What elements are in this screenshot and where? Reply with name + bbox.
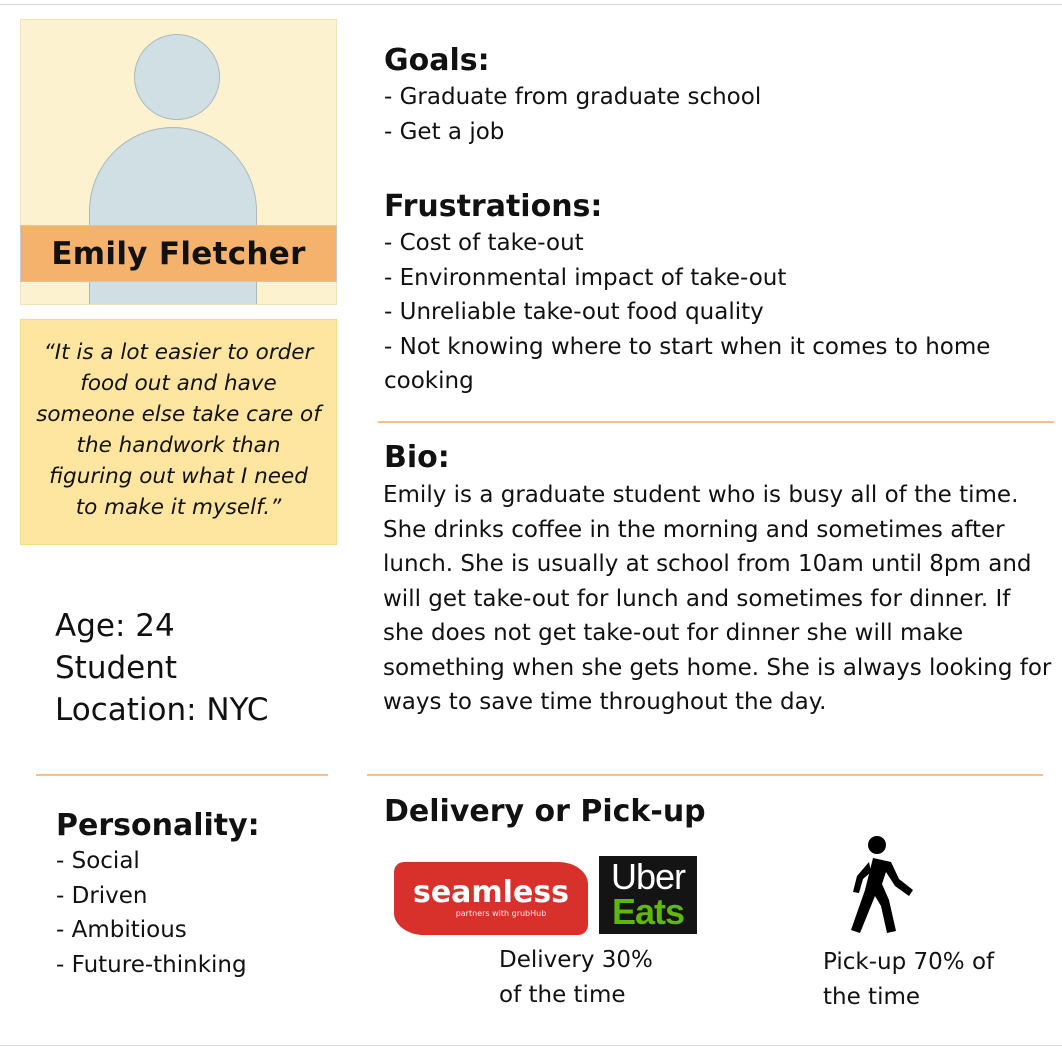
divider-right-bottom <box>367 774 1043 776</box>
frustrations-heading: Frustrations: <box>384 189 603 224</box>
goals-heading: Goals: <box>384 43 490 78</box>
bio-heading: Bio: <box>384 440 450 475</box>
uber-eats-logo <box>599 856 697 934</box>
persona-quote: “It is a lot easier to order food out and have someone else take care of the handwork than figuring out what I need to make it myself.” <box>36 340 321 520</box>
list-item: - Environmental impact of take-out <box>384 264 787 291</box>
divider-left <box>36 774 328 776</box>
list-item: - Driven <box>56 882 148 909</box>
walking-person-icon <box>851 834 921 936</box>
delivery-caption-line: of the time <box>499 982 626 1008</box>
goals-list <box>384 80 761 149</box>
list-item: - Graduate from graduate school <box>384 84 762 110</box>
persona-location: Location: NYC <box>55 692 269 728</box>
list-item: - Not knowing where to start when it comes to home cooking <box>384 333 991 394</box>
pickup-caption-line: Pick-up 70% of <box>823 949 995 975</box>
eats-logo-text: Eats <box>611 891 685 932</box>
seamless-logo <box>394 862 588 935</box>
pickup-caption <box>823 945 994 1015</box>
delivery-caption <box>499 943 653 1013</box>
delivery-heading: Delivery or Pick-up <box>384 794 706 829</box>
divider-right-top <box>378 421 1054 423</box>
seamless-logo-tagline: partners with grubHub <box>455 908 547 918</box>
quote-box <box>20 319 337 545</box>
list-item: - Ambitious <box>56 917 187 943</box>
personality-heading: Personality: <box>56 808 260 843</box>
list-item: - Get a job <box>384 118 505 145</box>
persona-name: Emily Fletcher <box>20 225 337 282</box>
frustrations-list <box>384 226 994 399</box>
list-item: - Future-thinking <box>56 951 247 978</box>
persona-stats <box>55 605 269 731</box>
list-item: - Cost of take-out <box>384 230 584 256</box>
bio-text: Emily is a graduate student who is busy all of the time. She drinks coffee in the morning and sometimes after lunch. She is usually at school from 10am until 8pm and will get take-out for lunch and sometimes for dinner. If she does not get take-out for dinner she will make something when she gets home. She is always looking for ways to save time throughout the day. <box>383 482 1052 715</box>
list-item: - Social <box>56 848 140 874</box>
pickup-caption-line: the time <box>823 984 921 1010</box>
list-item: - Unreliable take-out food quality <box>384 299 764 325</box>
uber-logo-text: Uber <box>610 856 686 897</box>
personality-list <box>56 844 247 982</box>
persona-age: Age: 24 <box>55 608 175 644</box>
seamless-logo-text: seamless <box>412 874 570 910</box>
delivery-caption-line: Delivery 30% <box>499 947 653 973</box>
persona-occupation: Student <box>55 650 178 686</box>
avatar-head-shape <box>134 34 220 120</box>
